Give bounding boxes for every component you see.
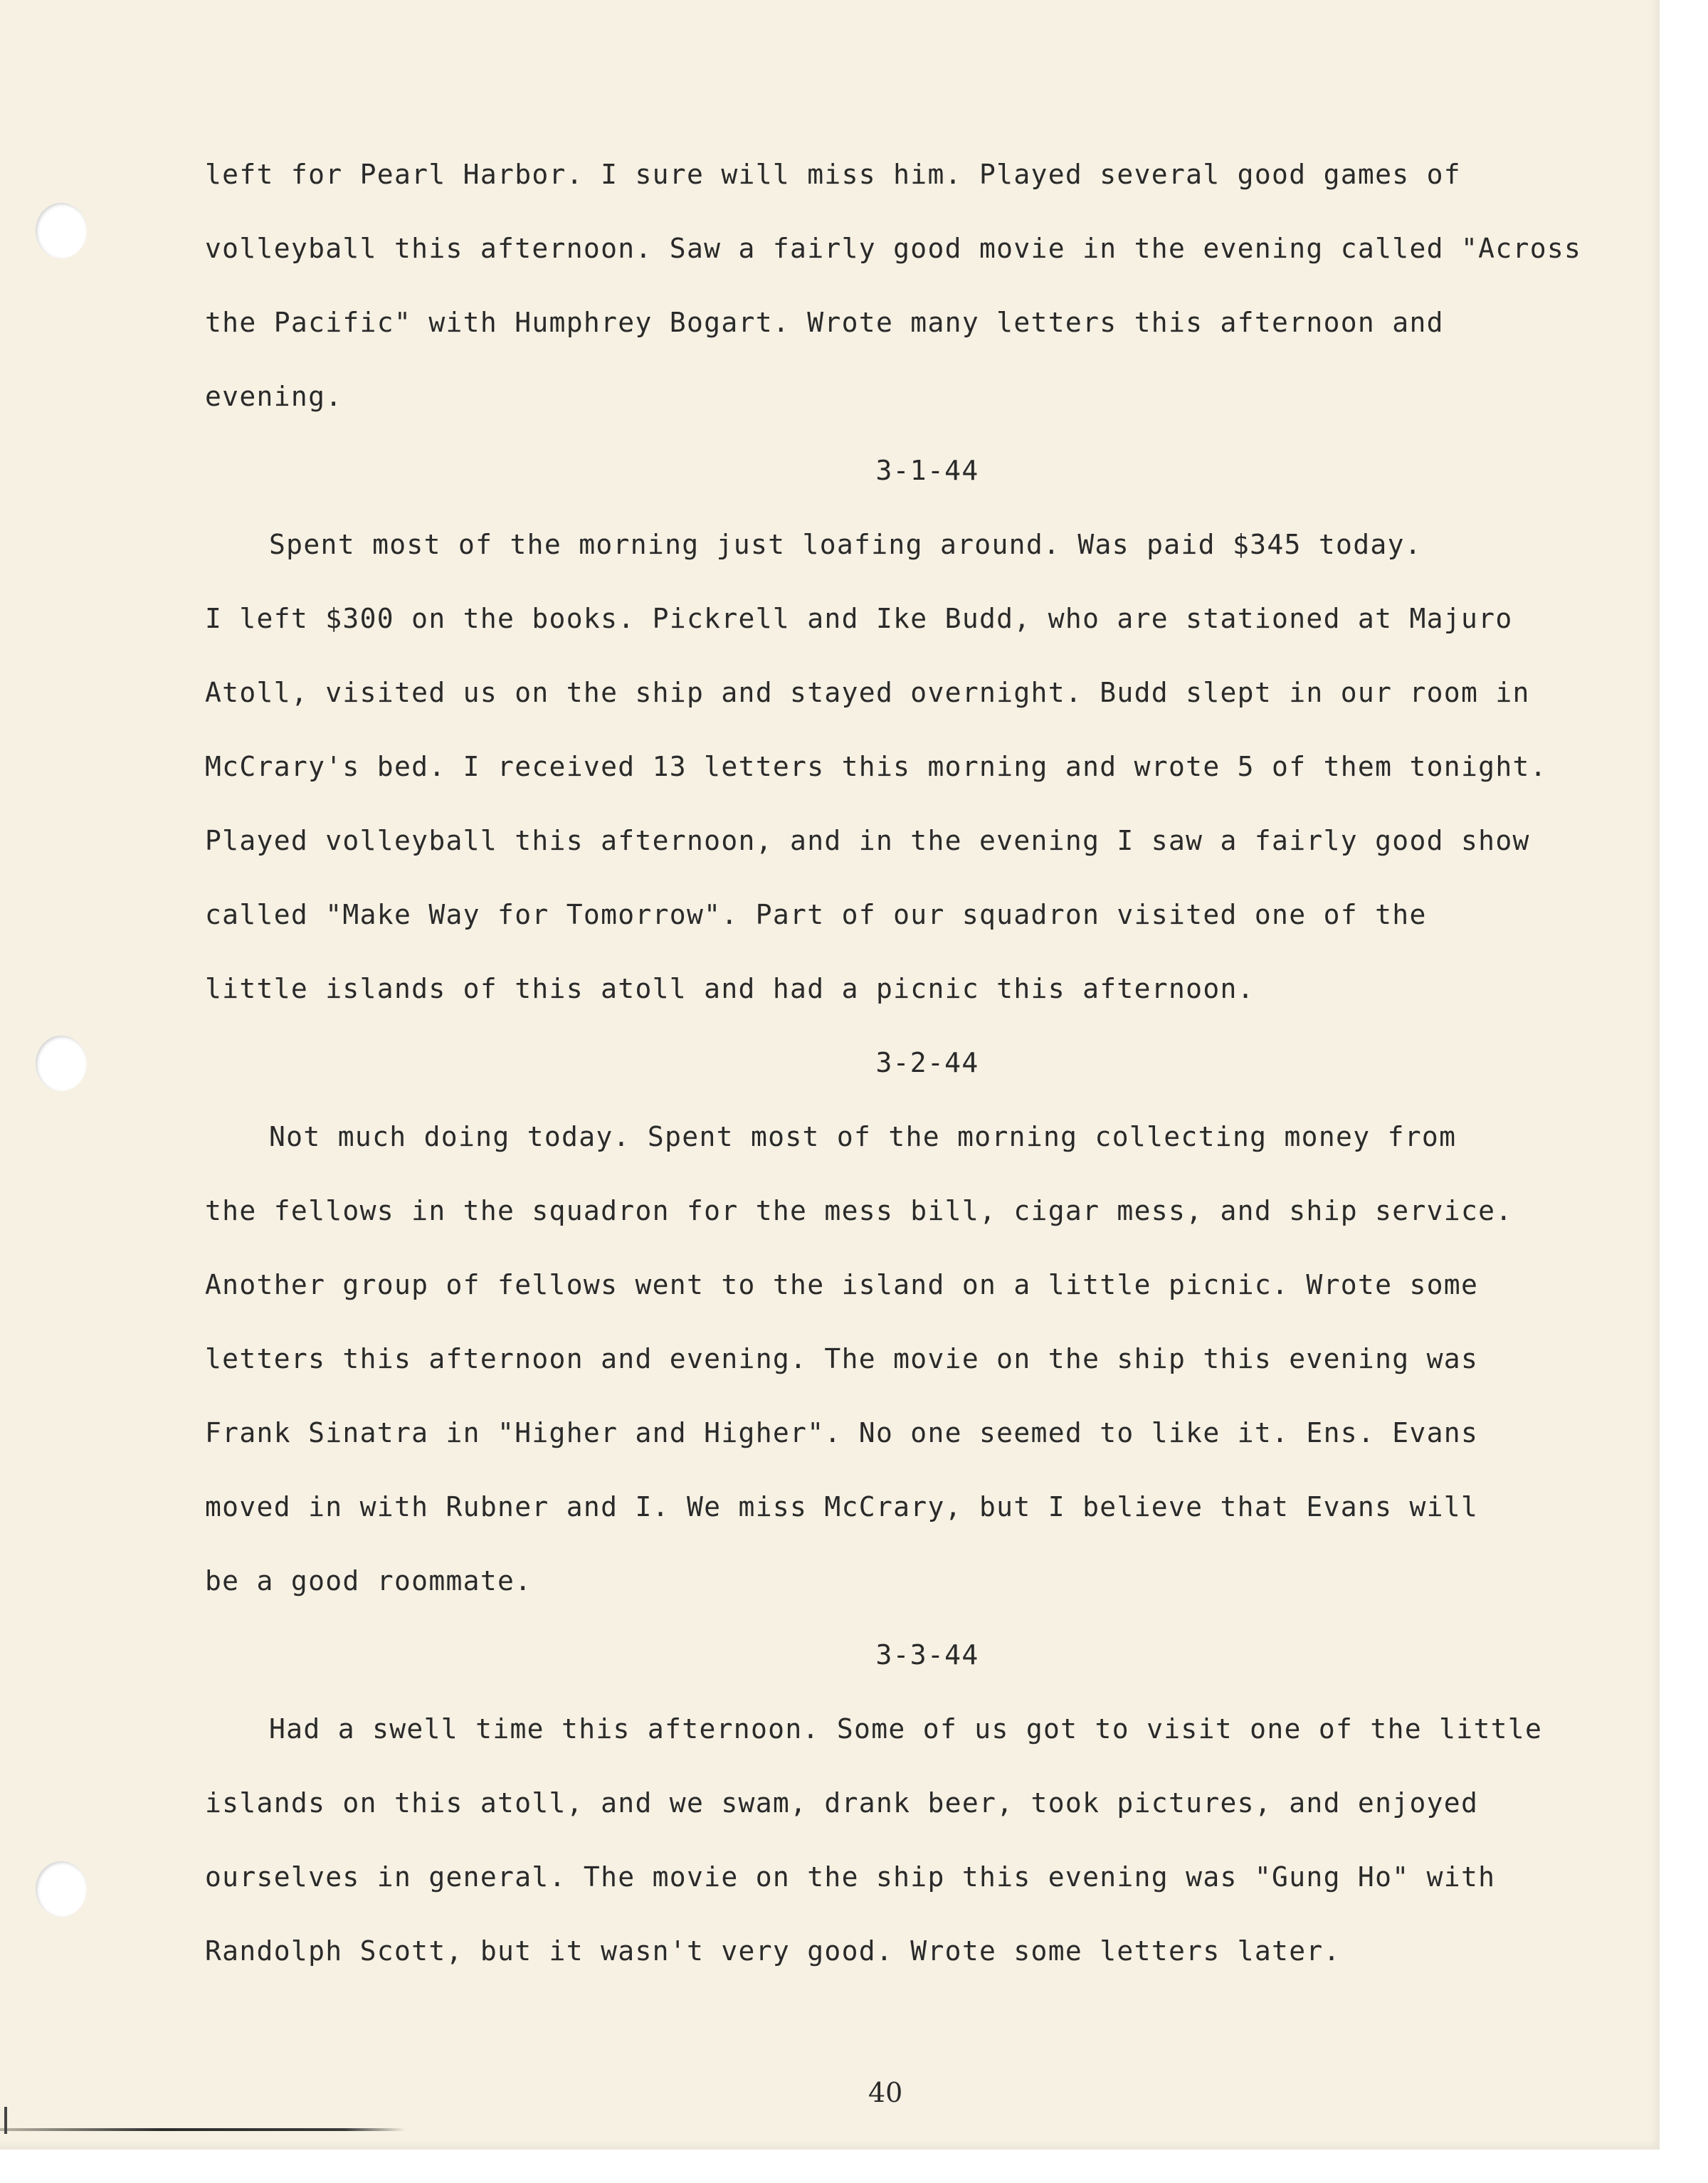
text-line: I left $300 on the books. Pickrell and Ike Budd, who are stationed at Majuro (205, 603, 1513, 634)
entry-date: 3-1-44 (875, 455, 979, 486)
binder-hole (36, 203, 87, 258)
diary-text (205, 148, 1582, 1999)
text-line: called "Make Way for Tomorrow". Part of our squadron visited one of the (205, 899, 1427, 930)
text-line: evening. (205, 381, 343, 412)
page-number: 40 (868, 2077, 903, 2108)
text-line: Frank Sinatra in "Higher and Higher". No one seemed to like it. Ens. Evans (205, 1417, 1479, 1448)
text-line: moved in with Rubner and I. We miss McCrary, but I believe that Evans will (205, 1491, 1479, 1522)
text-line: Played volleyball this afternoon, and in the evening I saw a fairly good show (205, 825, 1530, 856)
text-line: the fellows in the squadron for the mess bill, cigar mess, and ship service. (205, 1195, 1513, 1226)
text-line: ourselves in general. The movie on the ship this evening was "Gung Ho" with (205, 1861, 1496, 1893)
text-line: Spent most of the morning just loafing around. Was paid $345 today. (269, 529, 1422, 560)
text-line: the Pacific" with Humphrey Bogart. Wrote many letters this afternoon and (205, 307, 1444, 338)
text-line: Randolph Scott, but it wasn't very good. Wrote some letters later. (205, 1935, 1341, 1967)
text-line: be a good roommate. (205, 1565, 532, 1597)
entry-date: 3-3-44 (875, 1639, 979, 1671)
binder-hole (36, 1861, 87, 1917)
text-line: little islands of this atoll and had a picnic this afternoon. (205, 973, 1255, 1004)
text-line: volleyball this afternoon. Saw a fairly good movie in the evening called "Across (205, 233, 1582, 264)
text-line: letters this afternoon and evening. The movie on the ship this evening was (205, 1343, 1479, 1374)
bottom-rule (0, 2128, 406, 2131)
binder-hole (36, 1036, 87, 1091)
text-line: Another group of fellows went to the island on a little picnic. Wrote some (205, 1269, 1479, 1300)
text-line: left for Pearl Harbor. I sure will miss him. Played several good games of (205, 159, 1461, 190)
text-line: Had a swell time this afternoon. Some of us got to visit one of the little (269, 1713, 1543, 1745)
text-line: McCrary's bed. I received 13 letters this morning and wrote 5 of them tonight. (205, 751, 1547, 782)
text-line: Not much doing today. Spent most of the morning collecting money from (269, 1121, 1457, 1152)
text-line: Atoll, visited us on the ship and stayed overnight. Budd slept in our room in (205, 677, 1530, 708)
entry-date: 3-2-44 (875, 1047, 979, 1078)
edge-mark (4, 2107, 7, 2134)
text-line: islands on this atoll, and we swam, drank beer, took pictures, and enjoyed (205, 1787, 1479, 1819)
